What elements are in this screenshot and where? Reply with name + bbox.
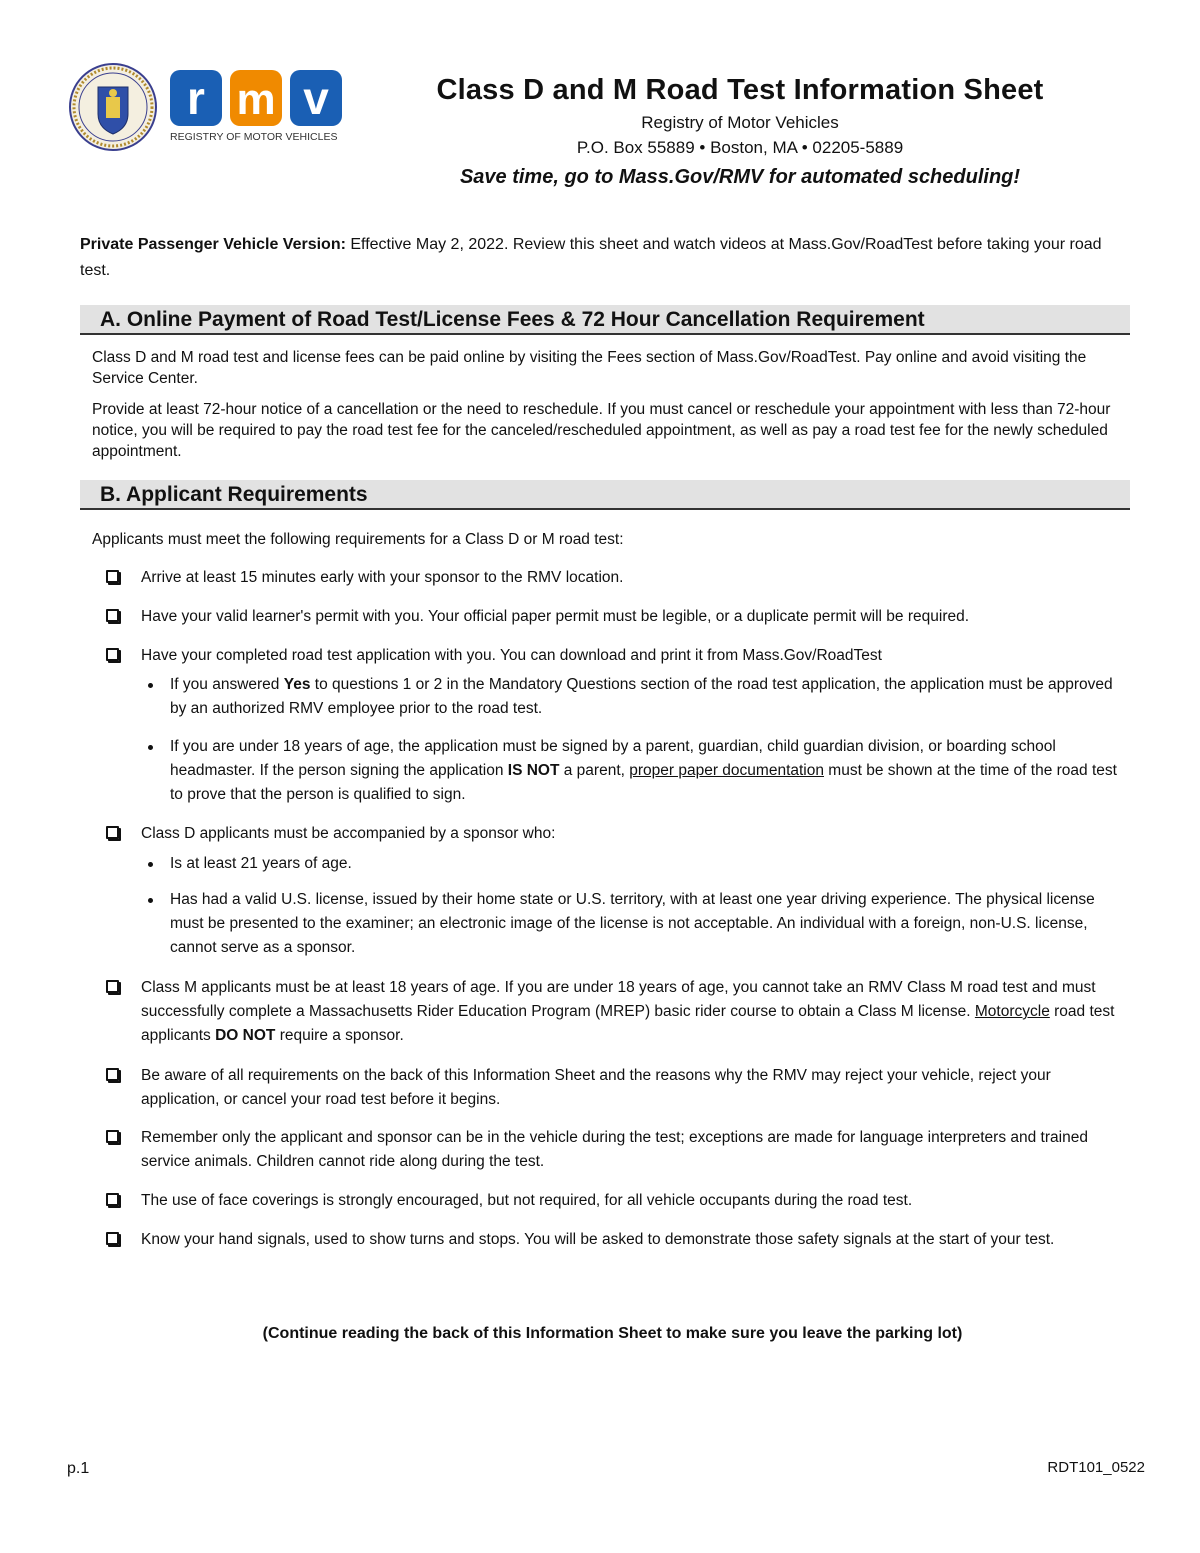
checklist-item-text: Arrive at least 15 minutes early with your sponsor to the RMV location.: [141, 569, 624, 586]
checkbox-icon: [106, 570, 119, 583]
svg-text:r: r: [187, 72, 205, 124]
checklist-item-text: Be aware of all requirements on the back of this Information Sheet and the reasons why the RMV may reject your vehicle, reject your application, or cancel your road test before it begins.: [141, 1067, 1051, 1108]
sub-bullet: [148, 852, 1118, 876]
agency-name: Registry of Motor Vehicles: [641, 113, 839, 132]
checkbox-icon: [106, 609, 119, 622]
svg-text:REGISTRY OF MOTOR VEHICLES: REGISTRY OF MOTOR VEHICLES: [170, 131, 338, 143]
bullet-bold: IS NOT: [507, 762, 560, 779]
rmv-logo-icon: [168, 70, 346, 150]
checkbox-icon: [106, 1193, 119, 1206]
checklist-item-text: Remember only the applicant and sponsor can be in the vehicle during the test; exceptions are made for language interpreters and trained service animals. Children cannot ride along during the test.: [141, 1129, 1088, 1170]
checklist-bold: DO NOT: [215, 1027, 276, 1044]
checkbox-icon: [106, 980, 119, 993]
version-notice: [80, 232, 1110, 284]
checklist-item-text: Class M applicants must be at least 18 years of age. If you are under 18 years of age, you cannot take an RMV Class M road test and must successfully complete a Massachusetts Rider Education Program (MREP) basic rider course to obtain a Class M license.: [141, 979, 1096, 1020]
form-id: RDT101_0522: [1047, 1459, 1145, 1476]
underlined-text: Motorcycle: [974, 1003, 1050, 1020]
bullet-icon: [148, 683, 153, 688]
bullet-text: to questions 1 or 2 in the Mandatory Questions section of the road test application, the application must be approved by an authorized RMV employee prior to the road test.: [170, 676, 1113, 717]
checkbox-icon: [106, 826, 119, 839]
massachusetts-seal-icon: [68, 62, 158, 152]
checklist-item: [106, 1064, 1126, 1112]
bullet-icon: [148, 898, 153, 903]
section-b-heading: B. Applicant Requirements: [80, 480, 1130, 510]
svg-text:v: v: [303, 72, 329, 124]
sub-bullet: [148, 673, 1118, 721]
checklist-item: [106, 1126, 1126, 1174]
svg-text:m: m: [236, 75, 276, 124]
bullet-icon: [148, 862, 153, 867]
document-title: Class D and M Road Test Information Sheet: [436, 74, 1044, 106]
checklist-item-text: road test applicants: [141, 1003, 1115, 1044]
version-text: Effective May 2, 2022. Review this sheet and watch videos at Mass.Gov/RoadTest before taking your road test.: [80, 236, 1102, 279]
section-b-lead: Applicants must meet the following requirements for a Class D or M road test:: [92, 531, 624, 548]
bullet-text: Has had a valid U.S. license, issued by their home state or U.S. territory, with at least one year driving experience. The physical license must be presented to the examiner; an electronic image of the license is not acceptable. An individual with a foreign, non-U.S. license, cannot serve as a sponsor.: [170, 891, 1095, 956]
checklist-item-text: Have your valid learner's permit with you. Your official paper permit must be legible, or a duplicate permit will be required.: [141, 608, 970, 625]
checklist-item-text: Have your completed road test application with you. You can download and print it from Mass.Gov/RoadTest: [141, 647, 882, 664]
bullet-bold: Yes: [283, 676, 311, 693]
section-a-para-2: Provide at least 72-hour notice of a cancellation or the need to reschedule. If you must cancel or reschedule your appointment with less than 72-hour notice, you will be required to pay the road test fee for the canceled/rescheduled appointment, as well as pay a road test fee for the newly scheduled appointment.: [92, 401, 1111, 460]
checklist-item: [106, 1228, 1126, 1252]
underlined-text: proper paper documentation: [629, 762, 824, 779]
checklist-item: [106, 605, 1126, 629]
checkbox-icon: [106, 1232, 119, 1245]
checklist-item: [106, 976, 1126, 1048]
sub-bullet: [148, 735, 1118, 807]
checklist-item: [106, 822, 1126, 846]
checkbox-icon: [106, 1068, 119, 1081]
checklist-item-text: require a sponsor.: [275, 1027, 404, 1044]
checklist-item-text: Class D applicants must be accompanied by a sponsor who:: [141, 825, 556, 842]
bullet-icon: [148, 745, 153, 750]
bullet-text: If you answered: [170, 676, 284, 693]
continue-note: (Continue reading the back of this Information Sheet to make sure you leave the parking lot): [262, 1325, 963, 1342]
bullet-text: Is at least 21 years of age.: [170, 855, 352, 872]
checklist-item-text: Know your hand signals, used to show turns and stops. You will be asked to demonstrate those safety signals at the start of your test.: [141, 1231, 1055, 1248]
section-a-heading: A. Online Payment of Road Test/License Fees & 72 Hour Cancellation Requirement: [80, 305, 1130, 335]
checkbox-icon: [106, 648, 119, 661]
version-label: Private Passenger Vehicle Version:: [80, 236, 346, 253]
bullet-text: If you are under 18 years of age, the application must be signed by a parent, guardian, child guardian division, or boarding school headmaster. If the person signing the application: [170, 738, 1056, 779]
checklist-item: [106, 1189, 1126, 1213]
checklist-item: [106, 566, 1126, 590]
sub-bullet: [148, 888, 1118, 960]
bullet-text: must be shown at the time of the road test to prove that the person is qualified to sign.: [170, 762, 1117, 803]
page-number: p.1: [67, 1460, 90, 1477]
document-header: [380, 72, 1100, 192]
checkbox-icon: [106, 1130, 119, 1143]
section-a-para-1: Class D and M road test and license fees can be paid online by visiting the Fees section of Mass.Gov/RoadTest. Pay online and avoid visiting the Service Center.: [92, 349, 1087, 387]
checklist-item-text: The use of face coverings is strongly encouraged, but not required, for all vehicle occupants during the road test.: [141, 1192, 913, 1209]
checklist-item: [106, 644, 1126, 668]
agency-address: P.O. Box 55889 • Boston, MA • 02205-5889: [576, 138, 904, 157]
scheduling-tagline: Save time, go to Mass.Gov/RMV for automated scheduling!: [459, 166, 1021, 188]
bullet-text: a parent,: [559, 762, 630, 779]
